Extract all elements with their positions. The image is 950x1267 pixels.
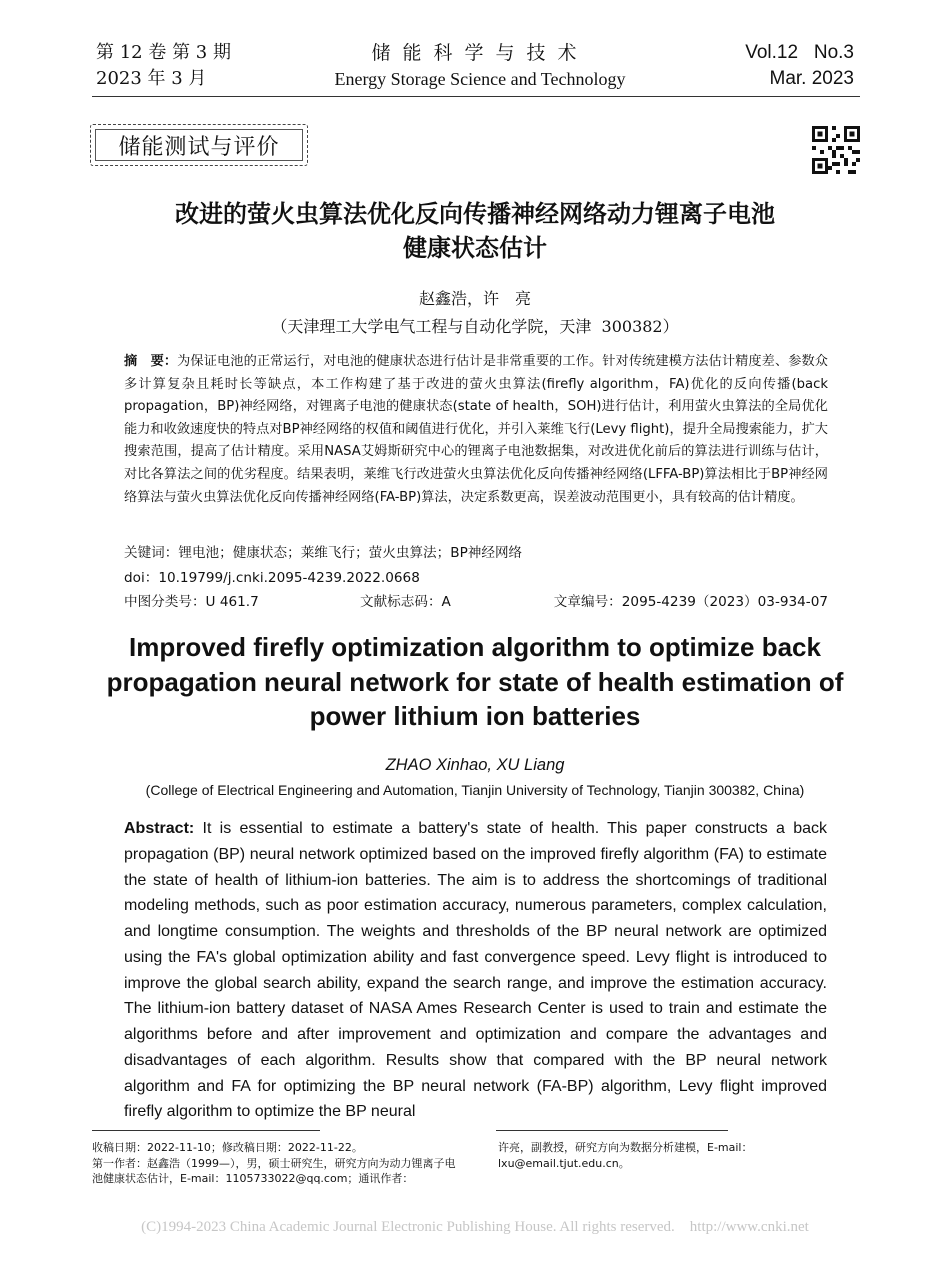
classification-row <box>124 590 828 610</box>
document-code: 文献标志码：A <box>360 594 451 610</box>
header-journal <box>300 40 660 92</box>
volume-en: Vol.12 No.3 <box>745 42 854 63</box>
abstract-cn <box>124 351 828 509</box>
header-divider <box>92 96 860 97</box>
journal-name-en: Energy Storage Science and Technology <box>334 69 626 89</box>
abstract-cn-label: 摘 要： <box>124 354 178 369</box>
qr-code-icon <box>812 126 860 174</box>
header-issue-en <box>745 40 854 92</box>
title-cn-line: 改进的萤火虫算法优化反向传播神经网络动力锂离子电池 <box>175 200 775 228</box>
affiliation-en: (College of Electrical Engineering and Automation, Tianjin University of Technology, Tianjin 300382, China) <box>145 782 805 798</box>
clc-number: 中图分类号：U 461.7 <box>124 594 259 610</box>
copyright-notice: (C)1994-2023 China Academic Journal Electronic Publishing House. All rights reserved. http://www.cnki.net <box>141 1219 809 1235</box>
title-en-line: power lithium ion batteries <box>309 701 641 731</box>
title-cn-line: 健康状态估计 <box>403 234 547 262</box>
footnote-divider <box>92 1130 320 1131</box>
abstract-en-text: It is essential to estimate a battery's state of health. This paper constructs a back propagation (BP) neural network optimized based on the improved firefly algorithm (FA) to estimate the state of health of lithium-ion batteries. The aim is to address the shortcomings of traditional modeling methods, such as poor estimation accuracy, numerous parameters, complex calculation, and longtime consumption. The weights and thresholds of the BP neural network are optimized using the FA's global optimization ability and fast convergence speed. Levy flight is introduced to improve the global search ability, expand the search range, and improve the estimation accuracy. The lithium-ion battery dataset of NASA Ames Research Center is used to train and estimate the algorithms before and after improvement and optimization and compare the advantages and disadvantages of each algorithm. Results show that compared with the BP neural network algorithm and FA for optimizing the BP neural network (FA-BP) algorithm, Levy flight improved firefly algorithm to optimize the BP neural <box>124 820 827 1121</box>
authors-en: ZHAO Xinhao, XU Liang <box>385 756 565 774</box>
abstract-cn-text: 为保证电池的正常运行，对电池的健康状态进行估计是非常重要的工作。针对传统建模方法估计精度差、参数众多计算复杂且耗时长等缺点，本工作构建了基于改进的萤火虫算法(firefly algorithm，FA)优化的反向传播(back propagation，BP)神经网络，对锂离子电池的健康状态(state of health，SOH)进行估计，利用萤火虫算法的全局优化能力和收敛速度快的特点对BP神经网络的权值和阈值进行优化，并引入莱维飞行(Levy flight)，提升全局搜索能力，扩大搜索范围，提高了估计精度。采用NASA艾姆斯研究中心的锂离子电池数据集，对改进优化前后的算法进行训练与估计，对比各算法之间的优劣程度。结果表明，莱维飞行改进萤火虫算法优化反向传播神经网络(LFFA-BP)算法相比于BP神经网络算法与萤火虫算法优化反向传播神经网络(FA-BP)算法，决定系数更高，误差波动范围更小，具有较高的估计精度。 <box>124 354 828 505</box>
section-tag <box>90 124 308 166</box>
header-issue-cn <box>96 40 231 92</box>
authors-cn: 赵鑫浩，许 亮 <box>418 289 531 308</box>
footnote-left: 收稿日期：2022-11-10；修改稿日期：2022-11-22。 第一作者：赵鑫浩（1999—），男，硕士研究生，研究方向为动力锂离子电池健康状态估计，E-mail：1105733022@qq.com；通讯作者： <box>92 1141 456 1186</box>
title-en-line: propagation neural network for state of health estimation of <box>106 666 844 697</box>
section-tag-label: 储能测试与评价 <box>95 129 303 161</box>
title-cn <box>80 197 870 265</box>
volume-cn: 第 12 卷 第 3 期 <box>96 42 231 63</box>
title-en <box>60 630 890 734</box>
journal-name-cn: 储能科学与技术 <box>371 42 589 64</box>
footnote-divider-right <box>496 1130 728 1131</box>
abstract-en <box>124 816 827 1125</box>
date-cn: 2023 年 3 月 <box>96 68 207 89</box>
title-en-line: Improved firefly optimization algorithm to optimize back <box>129 632 821 662</box>
doi: doi：10.19799/j.cnki.2095-4239.2022.0668 <box>124 570 420 586</box>
footnote-right: 许亮，副教授，研究方向为数据分析建模，E-mail：lxu@email.tjut.edu.cn。 <box>498 1141 753 1170</box>
affiliation-cn: （天津理工大学电气工程与自动化学院，天津 300382） <box>271 317 679 336</box>
abstract-en-label: Abstract: <box>124 820 195 837</box>
keywords-cn: 关键词：锂电池；健康状态；莱维飞行；萤火虫算法；BP神经网络 <box>124 545 523 561</box>
date-en: Mar. 2023 <box>769 68 854 89</box>
article-number: 文章编号：2095-4239（2023）03-934-07 <box>553 594 828 610</box>
